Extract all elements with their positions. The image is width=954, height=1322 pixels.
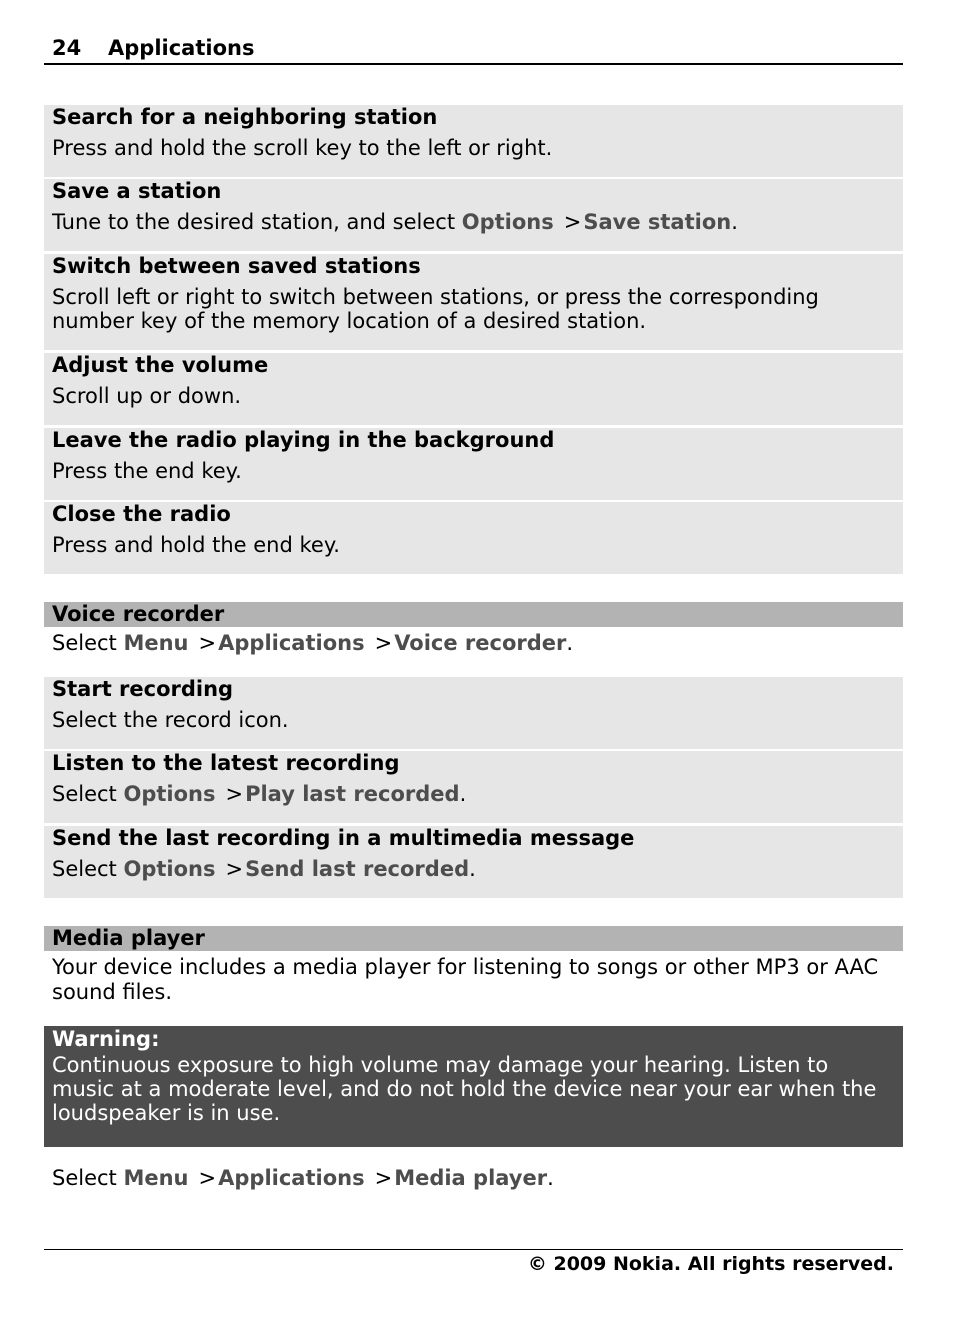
menu-command-applications: Applications	[218, 631, 365, 655]
task-switch-stations	[44, 254, 903, 350]
footer-divider	[44, 1249, 903, 1250]
task-adjust-volume	[44, 353, 903, 425]
menu-command-options: Options	[123, 857, 216, 881]
task-body: Select the record icon.	[52, 708, 289, 732]
voice-recorder-path	[52, 631, 903, 656]
task-send-recording	[44, 826, 903, 898]
body-text: Select	[52, 631, 124, 655]
menu-command-menu: Menu	[123, 631, 189, 655]
body-text: Select	[52, 857, 124, 881]
section-heading-media-player: Media player	[44, 926, 903, 951]
path-separator: >	[225, 857, 244, 881]
media-player-intro: Your device includes a media player for listening to songs or other MP3 or AAC sound files.	[52, 955, 879, 1004]
menu-command-voice-recorder: Voice recorder	[394, 631, 567, 655]
body-text: Select	[52, 1166, 124, 1190]
body-text: Select	[52, 782, 124, 806]
task-body	[52, 210, 895, 234]
punctuation: .	[731, 210, 738, 234]
task-title: Leave the radio playing in the background	[52, 428, 555, 452]
task-title: Adjust the volume	[52, 353, 269, 377]
punctuation: .	[459, 782, 467, 806]
task-close-radio	[44, 502, 903, 574]
task-title: Switch between saved stations	[52, 254, 421, 278]
task-body	[52, 782, 895, 806]
task-title: Listen to the latest recording	[52, 751, 400, 775]
punctuation: .	[469, 857, 476, 881]
task-body: Press and hold the scroll key to the left or right.	[52, 136, 553, 160]
task-body	[52, 857, 895, 881]
menu-command-options: Options	[461, 210, 554, 234]
menu-command-applications: Applications	[218, 1166, 365, 1190]
task-title: Save a station	[52, 179, 222, 203]
task-listen-latest	[44, 751, 903, 823]
page-number: 24	[52, 36, 82, 60]
path-separator: >	[374, 631, 393, 655]
menu-command-media-player: Media player	[394, 1166, 548, 1190]
task-background-play	[44, 428, 903, 500]
task-title: Close the radio	[52, 502, 231, 526]
task-body: Press and hold the end key.	[52, 533, 340, 557]
task-body: Press the end key.	[52, 459, 242, 483]
page-header	[44, 34, 903, 65]
menu-command-menu: Menu	[123, 1166, 189, 1190]
task-search-station	[44, 105, 903, 177]
task-title: Search for a neighboring station	[52, 105, 438, 129]
menu-command-play-last-recorded: Play last recorded	[245, 782, 460, 806]
task-body: Scroll up or down.	[52, 384, 242, 408]
path-separator: >	[225, 782, 244, 806]
warning-title: Warning:	[52, 1027, 160, 1051]
path-separator: >	[374, 1166, 393, 1190]
warning-box	[44, 1026, 903, 1147]
punctuation: .	[547, 1166, 554, 1190]
path-separator: >	[563, 210, 582, 234]
body-text: Tune to the desired station, and select	[52, 210, 462, 234]
task-body: Scroll left or right to switch between stations, or press the corresponding number key of the memory location of a desired station.	[52, 285, 819, 333]
punctuation: .	[566, 631, 574, 655]
path-separator: >	[198, 1166, 217, 1190]
warning-body: Continuous exposure to high volume may damage your hearing. Listen to music at a moderate level, and do not hold the device near your ear when the loudspeaker is in use.	[52, 1053, 877, 1125]
menu-command-send-last-recorded: Send last recorded	[245, 857, 470, 881]
task-title: Send the last recording in a multimedia message	[52, 826, 635, 850]
media-player-path	[52, 1166, 903, 1191]
menu-command-options: Options	[123, 782, 216, 806]
chapter-title: Applications	[108, 36, 255, 60]
path-separator: >	[198, 631, 217, 655]
task-title: Start recording	[52, 677, 234, 701]
copyright-notice: © 2009 Nokia. All rights reserved.	[527, 1253, 894, 1275]
task-start-recording	[44, 677, 903, 749]
section-heading-voice-recorder: Voice recorder	[44, 602, 903, 627]
menu-command-save-station: Save station	[583, 210, 732, 234]
task-save-station	[44, 179, 903, 251]
